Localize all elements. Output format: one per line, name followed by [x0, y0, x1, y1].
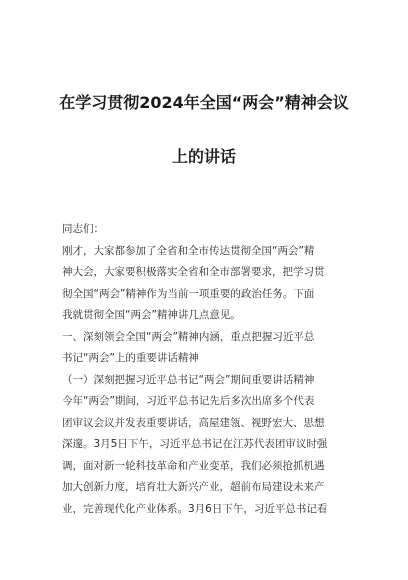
body-line: 调，面对新一轮科技革命和产业变革，我们必须抢抓机遇 [62, 460, 325, 472]
document-title-line-1: 在学习贯彻2024年全国“两会”精神会议 [59, 93, 349, 112]
body-line: 加大创新力度，培育壮大新兴产业，超前布局建设未来产 [62, 481, 325, 493]
section-heading-line: 书记“两会”上的重要讲话精神 [62, 352, 199, 364]
body-line: 彻全国“两会”精神作为当前一项重要的政治任务。下面 [62, 288, 315, 300]
body-line: 神大会，大家要积极落实全省和全市部署要求，把学习贯 [62, 266, 325, 278]
body-line: 业，完善现代化产业体系。3月6日下午，习近平总书记看 [62, 503, 328, 515]
document-title-line-2: 上的讲话 [171, 147, 236, 166]
subsection-heading-line: （一）深刻把握习近平总书记“两会”期间重要讲话精神 [62, 374, 315, 386]
body-line: 团审议会议并发表重要讲话，高屋建瓴、视野宏大、思想 [62, 417, 325, 429]
body-line: 深邃。3月5日下午，习近平总书记在江苏代表团审议时强 [62, 438, 328, 450]
body-line: 我就贯彻全国“两会”精神讲几点意见。 [62, 309, 241, 321]
section-heading-line: 一、深刻领会全国“两会”精神内涵，重点把握习近平总 [62, 331, 315, 343]
body-line: 刚才，大家都参加了全省和全市传达贯彻全国“两会”精 [62, 245, 315, 257]
body-line: 今年“两会”期间，习近平总书记先后多次出席多个代表 [62, 395, 315, 407]
body-line: 同志们： [62, 223, 104, 235]
